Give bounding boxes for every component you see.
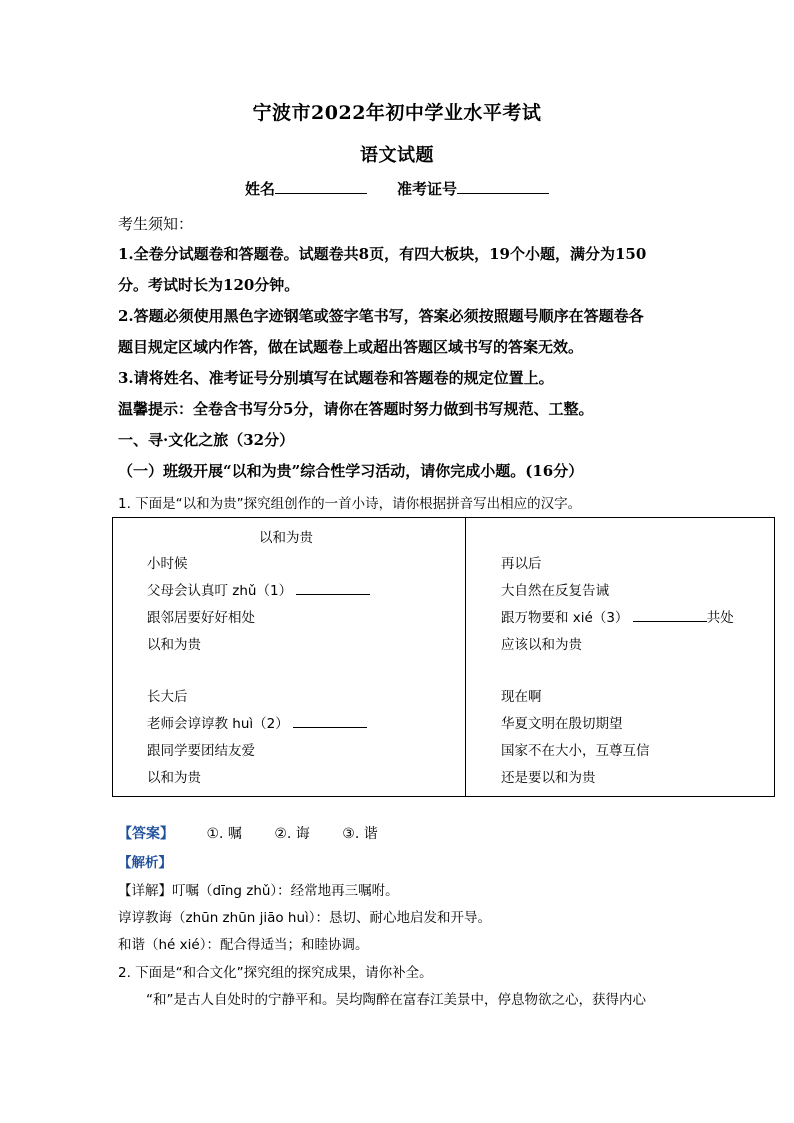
- answer-item: ①. 嘱: [206, 826, 242, 842]
- warm-tip: 温馨提示：全卷含书写分5分，请你在答题时努力做到书写规范、工整。: [118, 400, 594, 418]
- question-2-paragraph: “和”是古人自处时的宁静平和。吴均陶醉在富春江美景中，停息物欲之心，获得内心: [146, 992, 646, 1008]
- instruction-2-line-1: 2.答题必须使用黑色字迹钢笔或签字笔书写，答案必须按照题号顺序在答题卷各: [118, 307, 644, 325]
- poem-right-line: 华夏文明在殷切期望: [501, 716, 623, 732]
- poem-box: [112, 517, 775, 797]
- poem-left-line: 老师会谆谆教 huì（2）: [147, 712, 367, 732]
- detail-line-1: 【详解】叮嘱（dīng zhǔ）：经常地再三嘱咐。: [118, 883, 399, 899]
- instruction-2-line-2: 题目规定区域内作答，做在试题卷上或超出答题区域书写的答案无效。: [118, 338, 584, 356]
- name-blank[interactable]: [275, 179, 367, 194]
- poem-right-line: 国家不在大小，互尊互信: [501, 743, 650, 759]
- detail-line-2: 谆谆教诲（zhūn zhūn jiāo huì）：恳切、耐心地启发和开导。: [118, 910, 492, 926]
- section-1-subtitle: （一）班级开展“以和为贵”综合性学习活动，请你完成小题。(16分）: [118, 462, 584, 480]
- poem-left-line: 小时候: [147, 556, 188, 572]
- question-2: 2. 下面是“和合文化”探究组的探究成果，请你补全。: [118, 965, 433, 981]
- section-1-title: 一、寻·文化之旅（32分）: [118, 431, 295, 449]
- poem-left-line: 以和为贵: [147, 770, 201, 786]
- subject-title: 语文试题: [360, 145, 434, 166]
- analysis-tag: 【解析】: [118, 855, 172, 871]
- instruction-3: 3.请将姓名、准考证号分别填写在试题卷和答题卷的规定位置上。: [118, 369, 554, 387]
- instruction-1-line-2: 分。考试时长为120分钟。: [118, 276, 300, 294]
- question-1: 1. 下面是“以和为贵”探究组创作的一首小诗，请你根据拼音写出相应的汉字。: [118, 496, 582, 512]
- name-id-row: [0, 178, 794, 199]
- blank-1[interactable]: [296, 582, 370, 595]
- poem-left-line: 跟同学要团结友爱: [147, 743, 255, 759]
- poem-right-line: 应该以和为贵: [501, 637, 582, 653]
- answer-tag: 【答案】: [118, 826, 174, 842]
- poem-right-line: 大自然在反复告诫: [501, 583, 609, 599]
- instructions-heading: 考生须知：: [118, 215, 194, 233]
- detail-line-3: 和谐（hé xié）：配合得适当；和睦协调。: [118, 937, 369, 953]
- poem-right-line: 现在啊: [501, 689, 542, 705]
- poem-right-line: 再以后: [501, 556, 542, 572]
- instruction-1-line-1: 1.全卷分试题卷和答题卷。试题卷共8页，有四大板块，19个小题，满分为150: [118, 245, 647, 263]
- poem-title: 以和为贵: [259, 530, 313, 546]
- poem-left-line: 长大后: [147, 689, 188, 705]
- poem-right-line: 还是要以和为贵: [501, 770, 596, 786]
- answer-item: ②. 诲: [274, 826, 310, 842]
- blank-2[interactable]: [293, 715, 367, 728]
- id-label: 准考证号: [397, 180, 458, 198]
- detail-tag: 【详解】: [118, 883, 172, 899]
- id-blank[interactable]: [457, 179, 549, 194]
- poem-divider: [465, 518, 466, 796]
- poem-left-line: 以和为贵: [147, 637, 201, 653]
- poem-right-line: 跟万物要和 xié（3） 共处: [501, 610, 734, 626]
- answer-row: [118, 823, 378, 843]
- poem-left-line: 跟邻居要好好相处: [147, 610, 255, 626]
- exam-title: 宁波市2022年初中学业水平考试: [252, 102, 542, 124]
- answer-item: ③. 谐: [342, 826, 378, 842]
- poem-left-line: 父母会认真叮 zhǔ（1）: [147, 579, 370, 599]
- blank-3[interactable]: [633, 609, 707, 622]
- name-label: 姓名: [244, 180, 275, 198]
